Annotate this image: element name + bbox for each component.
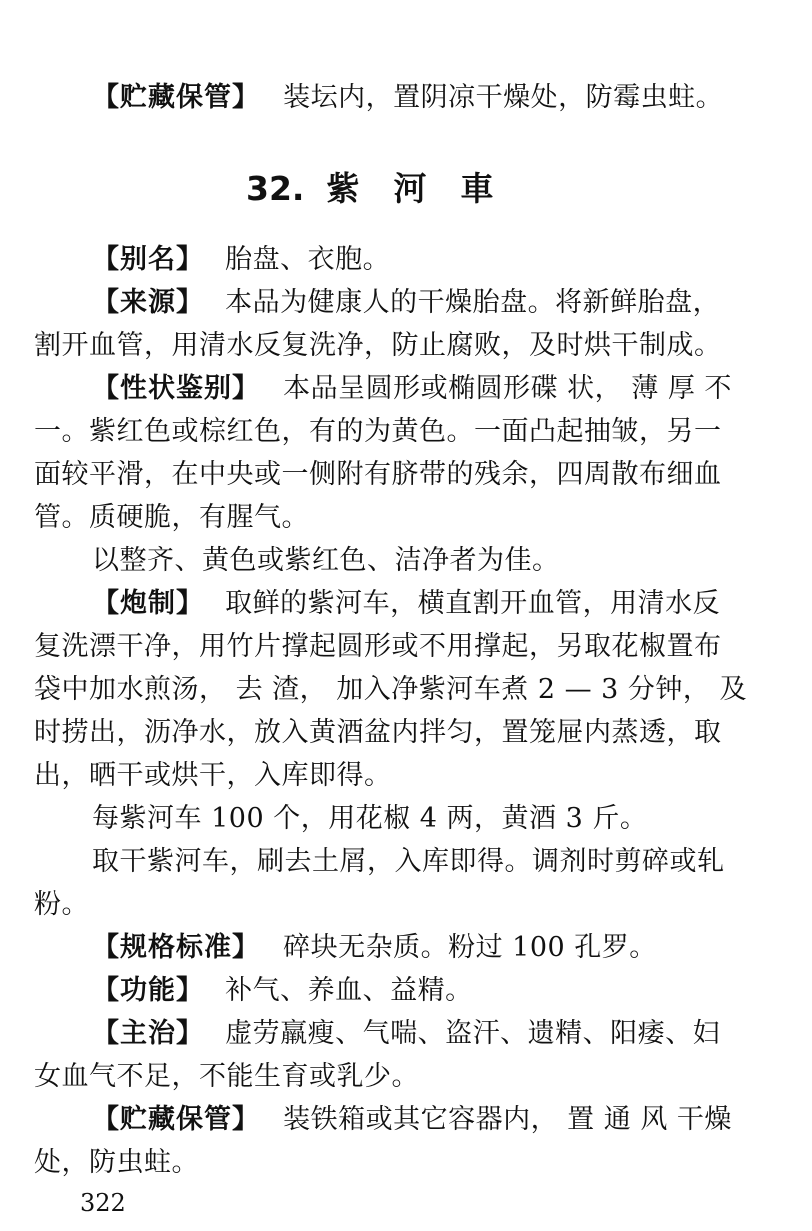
title-char-1: 紫 <box>326 169 360 208</box>
dried-line-2: 粉。 <box>34 889 89 920</box>
processing-line-3: 袋中加水煎汤， 去 渣， 加入净紫河车煮 2 — 3 分钟， 及 <box>34 674 748 705</box>
indication-line-1 <box>92 1016 720 1052</box>
specification-text: 碎块无杂质。粉过 100 孔罗。 <box>283 932 657 963</box>
indication-line-2: 女血气不足，不能生育或乳少。 <box>34 1061 419 1092</box>
identification-label: 【性状鉴别】 <box>92 373 260 404</box>
entry-number: 32. <box>246 169 305 208</box>
alias-label: 【别名】 <box>92 244 204 275</box>
function-label: 【功能】 <box>92 975 204 1006</box>
page-number: 322 <box>80 1189 126 1217</box>
ratio-line: 每紫河车 100 个，用花椒 4 两，黄酒 3 斤。 <box>92 803 648 834</box>
source-text-1: 本品为健康人的干燥胎盘。将新鲜胎盘， <box>225 287 721 318</box>
source-line-1 <box>92 285 720 321</box>
storage-line-2: 处，防虫蛀。 <box>34 1147 199 1178</box>
identification-line-2: 一。紫红色或棕红色，有的为黄色。一面凸起抽皱，另一 <box>34 416 722 447</box>
specification-label: 【规格标准】 <box>92 932 260 963</box>
indication-text-1: 虚劳羸瘦、气喘、盗汗、遗精、阳痿、妇 <box>225 1018 721 1049</box>
title-char-3: 車 <box>460 169 494 208</box>
processing-line-5: 出，晒干或烘干，入库即得。 <box>34 760 392 791</box>
prev-storage-label: 【贮藏保管】 <box>92 82 260 113</box>
function-text: 补气、养血、益精。 <box>225 975 473 1006</box>
prev-storage-line <box>92 80 723 116</box>
quality-line: 以整齐、黄色或紫红色、洁净者为佳。 <box>92 545 560 576</box>
identification-text-1: 本品呈圆形或椭圆形碟 状， 薄 厚 不 <box>283 373 732 404</box>
storage-text-1: 装铁箱或其它容器内， 置 通 风 干燥 <box>283 1104 732 1135</box>
processing-line-1 <box>92 586 720 622</box>
source-line-2: 割开血管，用清水反复洗净，防止腐败，及时烘干制成。 <box>34 330 722 361</box>
identification-line-3: 面较平滑，在中央或一侧附有脐带的残余，四周散布细血 <box>34 459 722 490</box>
processing-text-1: 取鲜的紫河车，横直割开血管，用清水反 <box>225 588 721 619</box>
alias-line <box>92 242 390 278</box>
function-line <box>92 973 473 1009</box>
specification-line <box>92 930 657 966</box>
title-char-2: 河 <box>393 169 427 208</box>
storage-label: 【贮藏保管】 <box>92 1104 260 1135</box>
identification-line-4: 管。质硬脆，有腥气。 <box>34 502 309 533</box>
indication-label: 【主治】 <box>92 1018 204 1049</box>
storage-line-1 <box>92 1102 732 1138</box>
alias-text: 胎盘、衣胞。 <box>225 244 391 275</box>
processing-label: 【炮制】 <box>92 588 204 619</box>
processing-line-2: 复洗漂干净，用竹片撑起圆形或不用撑起，另取花椒置布 <box>34 631 722 662</box>
dried-line-1: 取干紫河车，刷去土屑，入库即得。调剂时剪碎或轧 <box>92 846 725 877</box>
processing-line-4: 时捞出，沥净水，放入黄酒盆内拌匀，置笼屉内蒸透，取 <box>34 717 722 748</box>
source-label: 【来源】 <box>92 287 204 318</box>
entry-title <box>246 168 527 210</box>
prev-storage-text: 装坛内，置阴凉干燥处，防霉虫蛀。 <box>283 82 724 113</box>
identification-line-1 <box>92 371 732 407</box>
